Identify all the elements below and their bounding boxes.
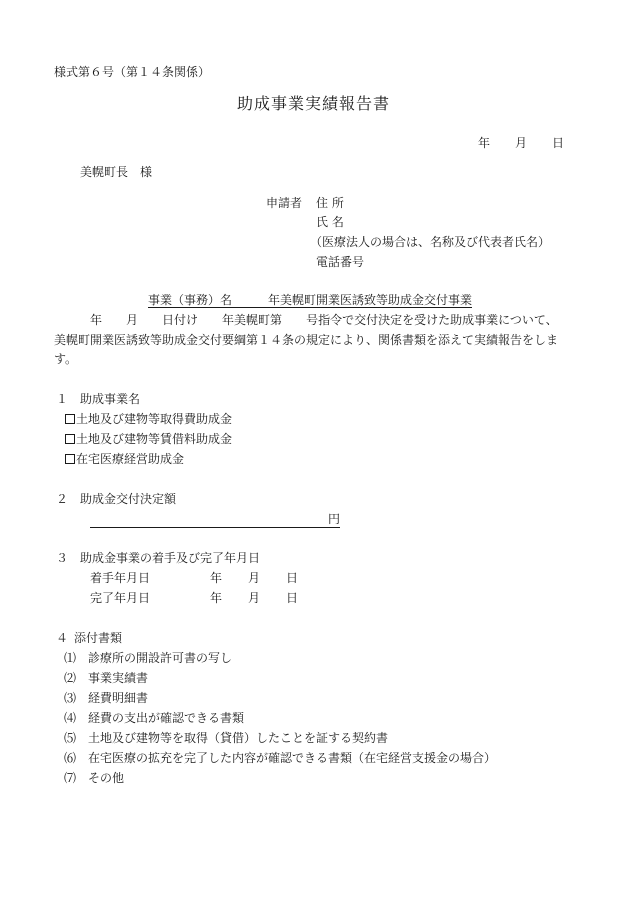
attachment-text: 事業実績書 <box>88 671 149 685</box>
section-4-heading <box>56 632 122 644</box>
body-line-3: す。 <box>54 352 78 366</box>
body-month: 月 <box>126 313 139 327</box>
phone-label: 電話番号 <box>316 255 365 269</box>
attachment-number: ⑶ <box>64 691 77 705</box>
end-day: 日 <box>286 591 299 605</box>
corp-note: （医療法人の場合は、名称及び代表者氏名） <box>310 235 551 249</box>
page-title: 助成事業実績報告書 <box>237 94 391 113</box>
attachment-number: ⑹ <box>64 751 77 765</box>
section-1-title: 助成事業名 <box>80 392 141 406</box>
attachment-number: ⑷ <box>64 711 77 725</box>
checkbox-icon[interactable] <box>65 434 75 444</box>
start-day: 日 <box>286 571 299 585</box>
option-land-purchase[interactable] <box>65 413 232 425</box>
option-label: 土地及び建物等賃借料助成金 <box>76 432 233 446</box>
attachment-text: 経費の支出が確認できる書類 <box>88 711 245 725</box>
end-year: 年 <box>210 591 223 605</box>
body-line-2: 美幌町開業医誘致等助成金交付要綱第１４条の規定により、関係書類を添えて実績報告をしま <box>54 333 559 347</box>
amount-field-line[interactable] <box>90 527 340 528</box>
section-2-number: ２ <box>56 492 69 506</box>
option-label: 在宅医療経営助成金 <box>76 452 185 466</box>
start-month: 月 <box>248 571 261 585</box>
attachment-text: 経費明細書 <box>88 691 149 705</box>
attachment-item <box>64 712 244 724</box>
attachment-item <box>64 732 388 744</box>
project-label: 事業（事務）名 <box>148 293 233 307</box>
section-3-heading <box>56 552 260 564</box>
form-number: 様式第６号（第１４条関係） <box>54 65 211 79</box>
date-year: 年 <box>478 136 491 150</box>
body-order-suffix: 号指令で交付決定を受けた助成事業について、 <box>306 313 558 327</box>
section-1-heading <box>56 393 140 405</box>
section-4-number: ４ <box>56 631 69 645</box>
attachment-item <box>64 672 148 684</box>
attachment-number: ⑺ <box>64 771 77 785</box>
section-1-number: １ <box>56 392 69 406</box>
attachment-number: ⑴ <box>64 651 77 665</box>
option-label: 土地及び建物等取得費助成金 <box>76 412 233 426</box>
body-line-1 <box>54 314 558 326</box>
project-name: 年美幌町開業医誘致等助成金交付事業 <box>268 293 473 307</box>
attachment-item <box>64 772 124 784</box>
attachment-text: 在宅医療の拡充を完了した内容が確認できる書類（在宅経営支援金の場合） <box>88 751 497 765</box>
body-order-prefix: 年美幌町第 <box>222 313 283 327</box>
attachment-text: 診療所の開設許可書の写し <box>88 651 233 665</box>
section-3-title: 助成金事業の着手及び完了年月日 <box>80 551 261 565</box>
end-date-label: 完了年月日 <box>90 591 151 605</box>
body-date-suffix: 日付け <box>162 313 199 327</box>
attachment-item <box>64 752 496 764</box>
amount-unit: 円 <box>328 512 341 526</box>
section-2-title: 助成金交付決定額 <box>80 492 177 506</box>
checkbox-icon[interactable] <box>65 414 75 424</box>
attachment-number: ⑵ <box>64 671 77 685</box>
attachment-text: 土地及び建物等を取得（貸借）したことを証する契約書 <box>88 731 389 745</box>
address-label: 住 所 <box>316 196 344 210</box>
attachment-text: その他 <box>88 771 125 785</box>
checkbox-icon[interactable] <box>65 454 75 464</box>
addressee: 美幌町長 様 <box>80 165 153 179</box>
name-label: 氏 名 <box>316 215 344 229</box>
attachment-item <box>64 692 148 704</box>
date-day: 日 <box>552 136 565 150</box>
applicant-label: 申請者 <box>266 196 303 210</box>
option-land-lease[interactable] <box>65 433 232 445</box>
attachment-item <box>64 652 232 664</box>
end-month: 月 <box>248 591 261 605</box>
body-year: 年 <box>90 313 103 327</box>
section-3-number: ３ <box>56 551 69 565</box>
section-2-heading <box>56 493 176 505</box>
date-month: 月 <box>515 136 528 150</box>
start-date-label: 着手年月日 <box>90 571 151 585</box>
attachment-number: ⑸ <box>64 731 77 745</box>
option-home-care[interactable] <box>65 453 184 465</box>
start-year: 年 <box>210 571 223 585</box>
project-title-line <box>148 294 472 308</box>
section-4-title: 添付書類 <box>74 631 123 645</box>
